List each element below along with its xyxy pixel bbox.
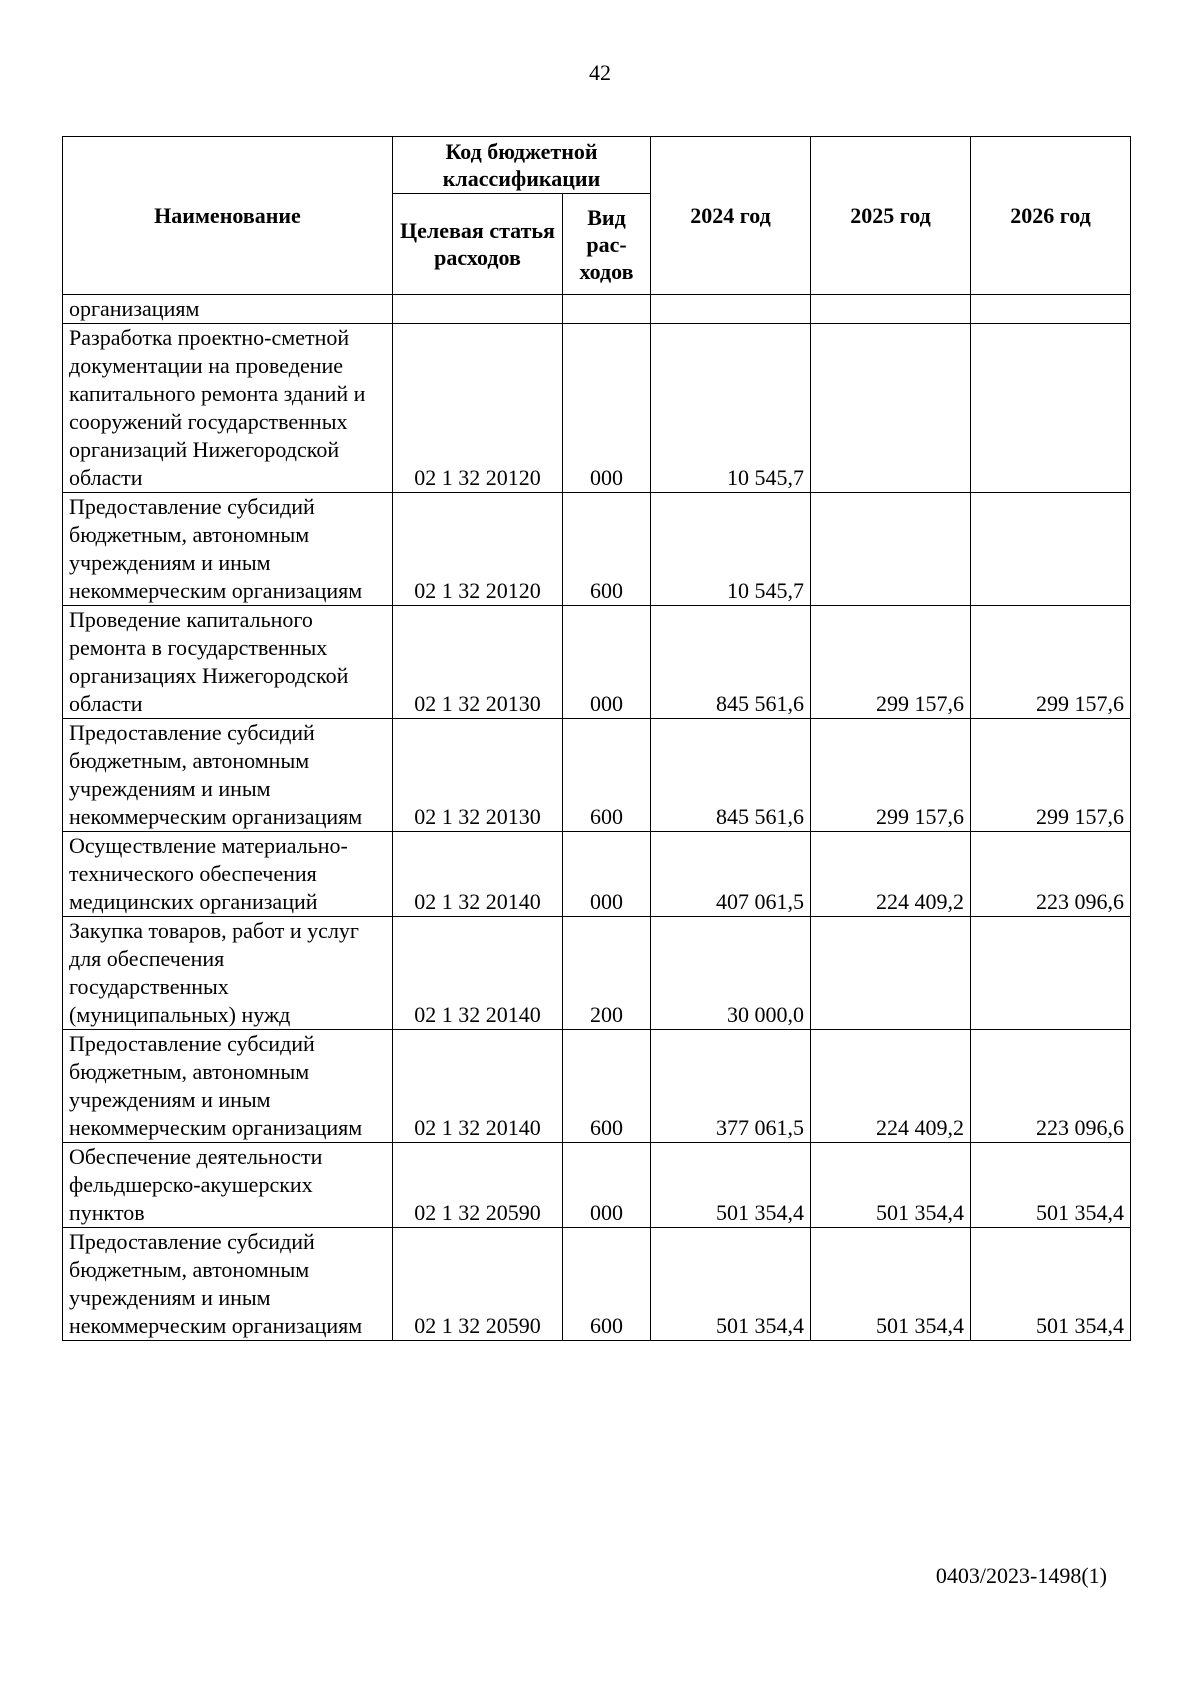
table-row [63,606,1131,719]
row-expense-type: 600 [563,493,651,606]
row-2024: 845 561,6 [651,606,811,719]
table-row [63,493,1131,606]
row-name: Предоставление субсидий бюджетным, автономным учреждениям и иным некоммерческим организациям [63,1030,393,1143]
header-2024: 2024 год [651,137,811,295]
table-row [63,295,1131,324]
row-2026: 223 096,6 [971,832,1131,917]
header-code-group: Код бюджетной классификации [393,137,651,194]
row-code: 02 1 32 20140 [393,832,563,917]
row-expense-type: 000 [563,832,651,917]
row-name: Предоставление субсидий бюджетным, автономным учреждениям и иным некоммерческим организациям [63,719,393,832]
header-name: Наименование [63,137,393,295]
row-2026: 223 096,6 [971,1030,1131,1143]
table-row [63,1228,1131,1341]
budget-table [62,136,1131,1341]
row-2025: 299 157,6 [811,606,971,719]
row-name: Предоставление субсидий бюджетным, автономным учреждениям и иным некоммерческим организациям [63,1228,393,1341]
row-name: Предоставление субсидий бюджетным, автономным учреждениям и иным некоммерческим организациям [63,493,393,606]
row-2025 [811,493,971,606]
header-expense-type: Вид рас- ходов [563,194,651,295]
row-2024 [651,295,811,324]
row-2025: 224 409,2 [811,832,971,917]
page-number: 42 [589,60,611,85]
row-name: Обеспечение деятельности фельдшерско-акушерских пунктов [63,1143,393,1228]
table-row [63,719,1131,832]
row-2026: 501 354,4 [971,1143,1131,1228]
row-2024: 845 561,6 [651,719,811,832]
row-2026 [971,917,1131,1030]
row-2025 [811,917,971,1030]
row-expense-type: 000 [563,606,651,719]
row-2026: 299 157,6 [971,606,1131,719]
header-target-article: Целевая статья расходов [393,194,563,295]
row-expense-type [563,295,651,324]
row-code [393,295,563,324]
row-2026 [971,324,1131,493]
row-code: 02 1 32 20130 [393,606,563,719]
row-2025 [811,324,971,493]
table-row [63,832,1131,917]
row-expense-type: 000 [563,324,651,493]
row-2025: 224 409,2 [811,1030,971,1143]
row-2025 [811,295,971,324]
row-name: Проведение капитального ремонта в государственных организациях Нижегородской области [63,606,393,719]
header-2025: 2025 год [811,137,971,295]
row-2024: 30 000,0 [651,917,811,1030]
table-row [63,1143,1131,1228]
row-name: Закупка товаров, работ и услуг для обеспечения государственных (муниципальных) нужд [63,917,393,1030]
row-2024: 501 354,4 [651,1143,811,1228]
row-2024: 10 545,7 [651,493,811,606]
header-2026: 2026 год [971,137,1131,295]
row-2024: 501 354,4 [651,1228,811,1341]
table-header [63,137,1131,295]
row-2026 [971,295,1131,324]
row-2026: 299 157,6 [971,719,1131,832]
row-2024: 10 545,7 [651,324,811,493]
table-row [63,917,1131,1030]
table-body [63,295,1131,1341]
row-name: Осуществление материально-технического обеспечения медицинских организаций [63,832,393,917]
row-expense-type: 000 [563,1143,651,1228]
table-row [63,1030,1131,1143]
row-2025: 501 354,4 [811,1143,971,1228]
row-code: 02 1 32 20590 [393,1143,563,1228]
table-row [63,324,1131,493]
row-code: 02 1 32 20140 [393,1030,563,1143]
row-2026: 501 354,4 [971,1228,1131,1341]
row-code: 02 1 32 20590 [393,1228,563,1341]
document-registration-code: 0403/2023-1498(1) [935,1563,1107,1588]
row-code: 02 1 32 20120 [393,493,563,606]
row-code: 02 1 32 20140 [393,917,563,1030]
row-2024: 407 061,5 [651,832,811,917]
row-code: 02 1 32 20120 [393,324,563,493]
row-name: Разработка проектно-сметной документации на проведение капитального ремонта зданий и сооружений государственных организаций Нижегородской области [63,324,393,493]
row-expense-type: 600 [563,719,651,832]
row-2025: 501 354,4 [811,1228,971,1341]
row-expense-type: 600 [563,1030,651,1143]
row-2025: 299 157,6 [811,719,971,832]
row-2024: 377 061,5 [651,1030,811,1143]
row-expense-type: 600 [563,1228,651,1341]
row-name: организациям [63,295,393,324]
row-expense-type: 200 [563,917,651,1030]
row-2026 [971,493,1131,606]
row-code: 02 1 32 20130 [393,719,563,832]
